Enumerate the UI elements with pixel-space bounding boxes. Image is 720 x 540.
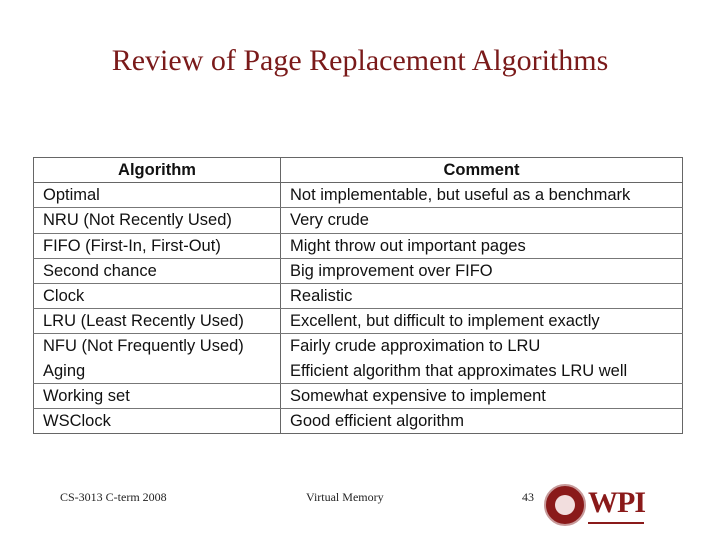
table-row [34, 309, 683, 334]
algorithm-cell: Clock [34, 283, 281, 308]
comment-cell: Very crude [281, 208, 683, 233]
slide-title: Review of Page Replacement Algorithms [111, 44, 609, 77]
comment-cell: Good efficient algorithm [281, 408, 683, 433]
comment-cell: Somewhat expensive to implement [281, 383, 683, 408]
footer-course: CS-3013 C-term 2008 [60, 490, 167, 504]
wpi-logo [544, 484, 652, 528]
wpi-wordmark: WPI [588, 486, 645, 519]
algorithms-table [33, 157, 683, 434]
table-row [34, 334, 683, 359]
algorithm-cell: LRU (Least Recently Used) [34, 309, 281, 334]
table-row [34, 359, 683, 384]
comment-cell: Excellent, but difficult to implement exactly [281, 309, 683, 334]
footer-page-number: 43 [522, 490, 534, 504]
comment-cell: Efficient algorithm that approximates LRU well [281, 359, 683, 384]
comment-cell: Big improvement over FIFO [281, 258, 683, 283]
algorithm-cell: NFU (Not Frequently Used) [34, 334, 281, 359]
algorithm-cell: Working set [34, 383, 281, 408]
algorithm-cell: Second chance [34, 258, 281, 283]
algorithm-cell: WSClock [34, 408, 281, 433]
university-seal-icon [544, 484, 586, 526]
algorithm-cell: Aging [34, 359, 281, 384]
comment-cell: Not implementable, but useful as a benchmark [281, 183, 683, 208]
table-header-row [34, 158, 683, 183]
table-row [34, 233, 683, 258]
comment-cell: Might throw out important pages [281, 233, 683, 258]
table-row [34, 408, 683, 433]
algorithm-cell: Optimal [34, 183, 281, 208]
header-comment: Comment [281, 158, 683, 183]
table-row [34, 383, 683, 408]
wpi-underline [588, 522, 644, 524]
footer-topic: Virtual Memory [306, 490, 384, 504]
table-row [34, 208, 683, 233]
algorithm-cell: NRU (Not Recently Used) [34, 208, 281, 233]
table-row [34, 183, 683, 208]
comment-cell: Realistic [281, 283, 683, 308]
algorithm-cell: FIFO (First-In, First-Out) [34, 233, 281, 258]
table-row [34, 258, 683, 283]
comment-cell: Fairly crude approximation to LRU [281, 334, 683, 359]
table-row [34, 283, 683, 308]
header-algorithm: Algorithm [34, 158, 281, 183]
